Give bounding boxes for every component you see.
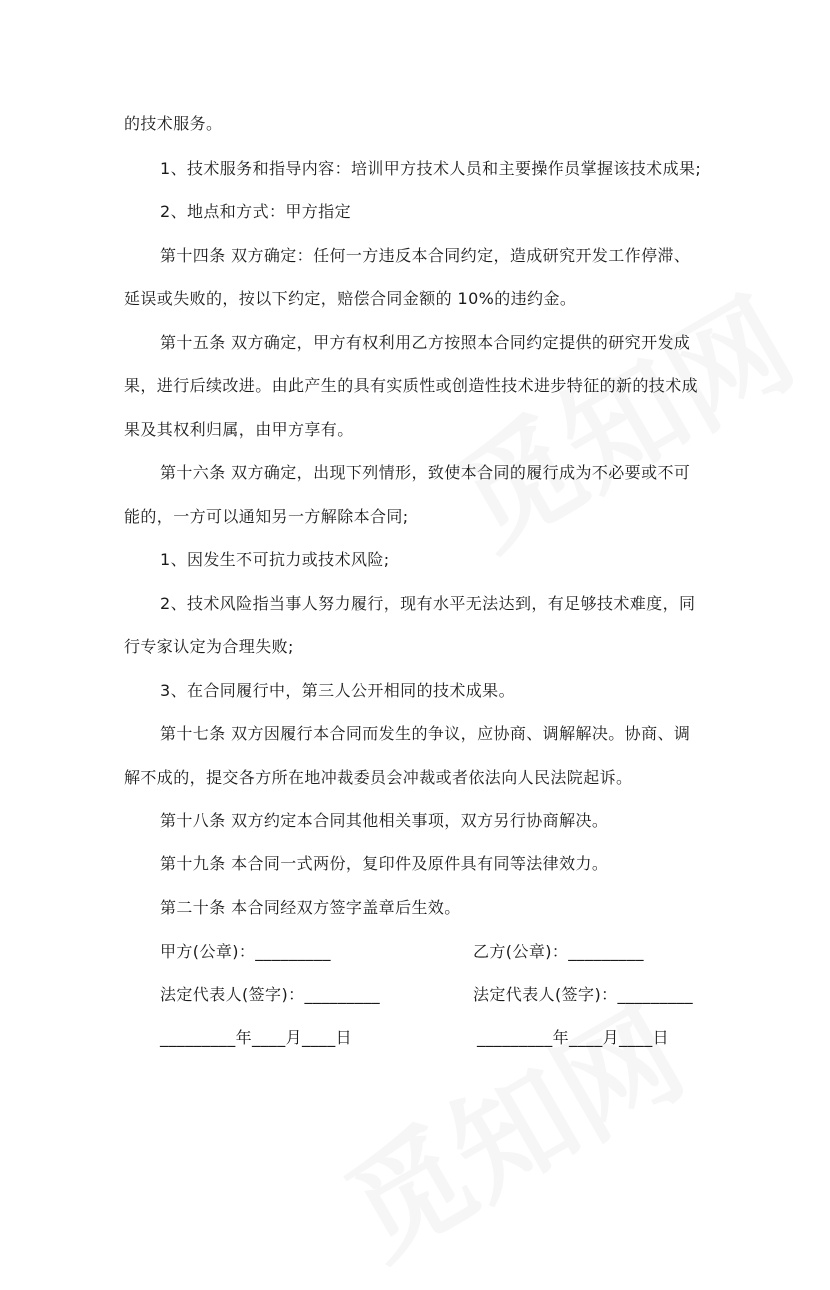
text-line: 第十六条 双方确定，出现下列情形，致使本合同的履行成为不必要或不可: [160, 463, 691, 482]
text-line: 第十九条 本合同一式两份，复印件及原件具有同等法律效力。: [160, 854, 609, 873]
watermark: [311, 962, 709, 1290]
text-line: 果及其权利归属，由甲方享有。: [124, 420, 354, 439]
text-line: 解不成的，提交各方所在地冲裁委员会冲裁或者依法向人民法院起诉。: [124, 768, 633, 787]
text-line: 延误或失败的，按以下约定，赔偿合同金额的 10%的违约金。: [124, 289, 577, 308]
text-line: 行专家认定为合理失败;: [124, 637, 294, 656]
text-line: 的技术服务。: [124, 114, 223, 133]
text-line: 第二十条 本合同经双方签字盖章后生效。: [160, 898, 461, 917]
text-line: 第十七条 双方因履行本合同而发生的争议，应协商、调解解决。协商、调: [160, 724, 691, 743]
signature-left-party: 甲方(公章)：_________: [160, 942, 331, 961]
text-line: 3、在合同履行中，第三人公开相同的技术成果。: [160, 681, 515, 700]
signature-right-rep: 法定代表人(签字)：_________: [473, 985, 694, 1004]
signature-right-party: 乙方(公章)：_________: [473, 942, 644, 961]
text-line: 果，进行后续改进。由此产生的具有实质性或创造性技术进步特征的新的技术成: [124, 376, 699, 395]
text-line: 2、技术风险指当事人努力履行，现有水平无法达到，有足够技术难度，同: [160, 594, 696, 613]
signature-left-date: _________年____月____日: [160, 1028, 352, 1047]
text-line: 1、技术服务和指导内容：培训甲方技术人员和主要操作员掌握该技术成果;: [160, 159, 702, 178]
text-line: 能的，一方可以通知另一方解除本合同;: [124, 507, 409, 526]
text-line: 第十四条 双方确定：任何一方违反本合同约定，造成研究开发工作停滞、: [160, 246, 691, 265]
text-line: 第十五条 双方确定，甲方有权利用乙方按照本合同约定提供的研究开发成: [160, 333, 691, 352]
text-line: 1、因发生不可抗力或技术风险;: [160, 550, 390, 569]
text-line: 第十八条 双方约定本合同其他相关事项，双方另行协商解决。: [160, 811, 609, 830]
signature-right-date: _________年____月____日: [477, 1028, 669, 1047]
signature-left-rep: 法定代表人(签字)：_________: [160, 985, 381, 1004]
text-line: 2、地点和方式：甲方指定: [160, 202, 351, 221]
